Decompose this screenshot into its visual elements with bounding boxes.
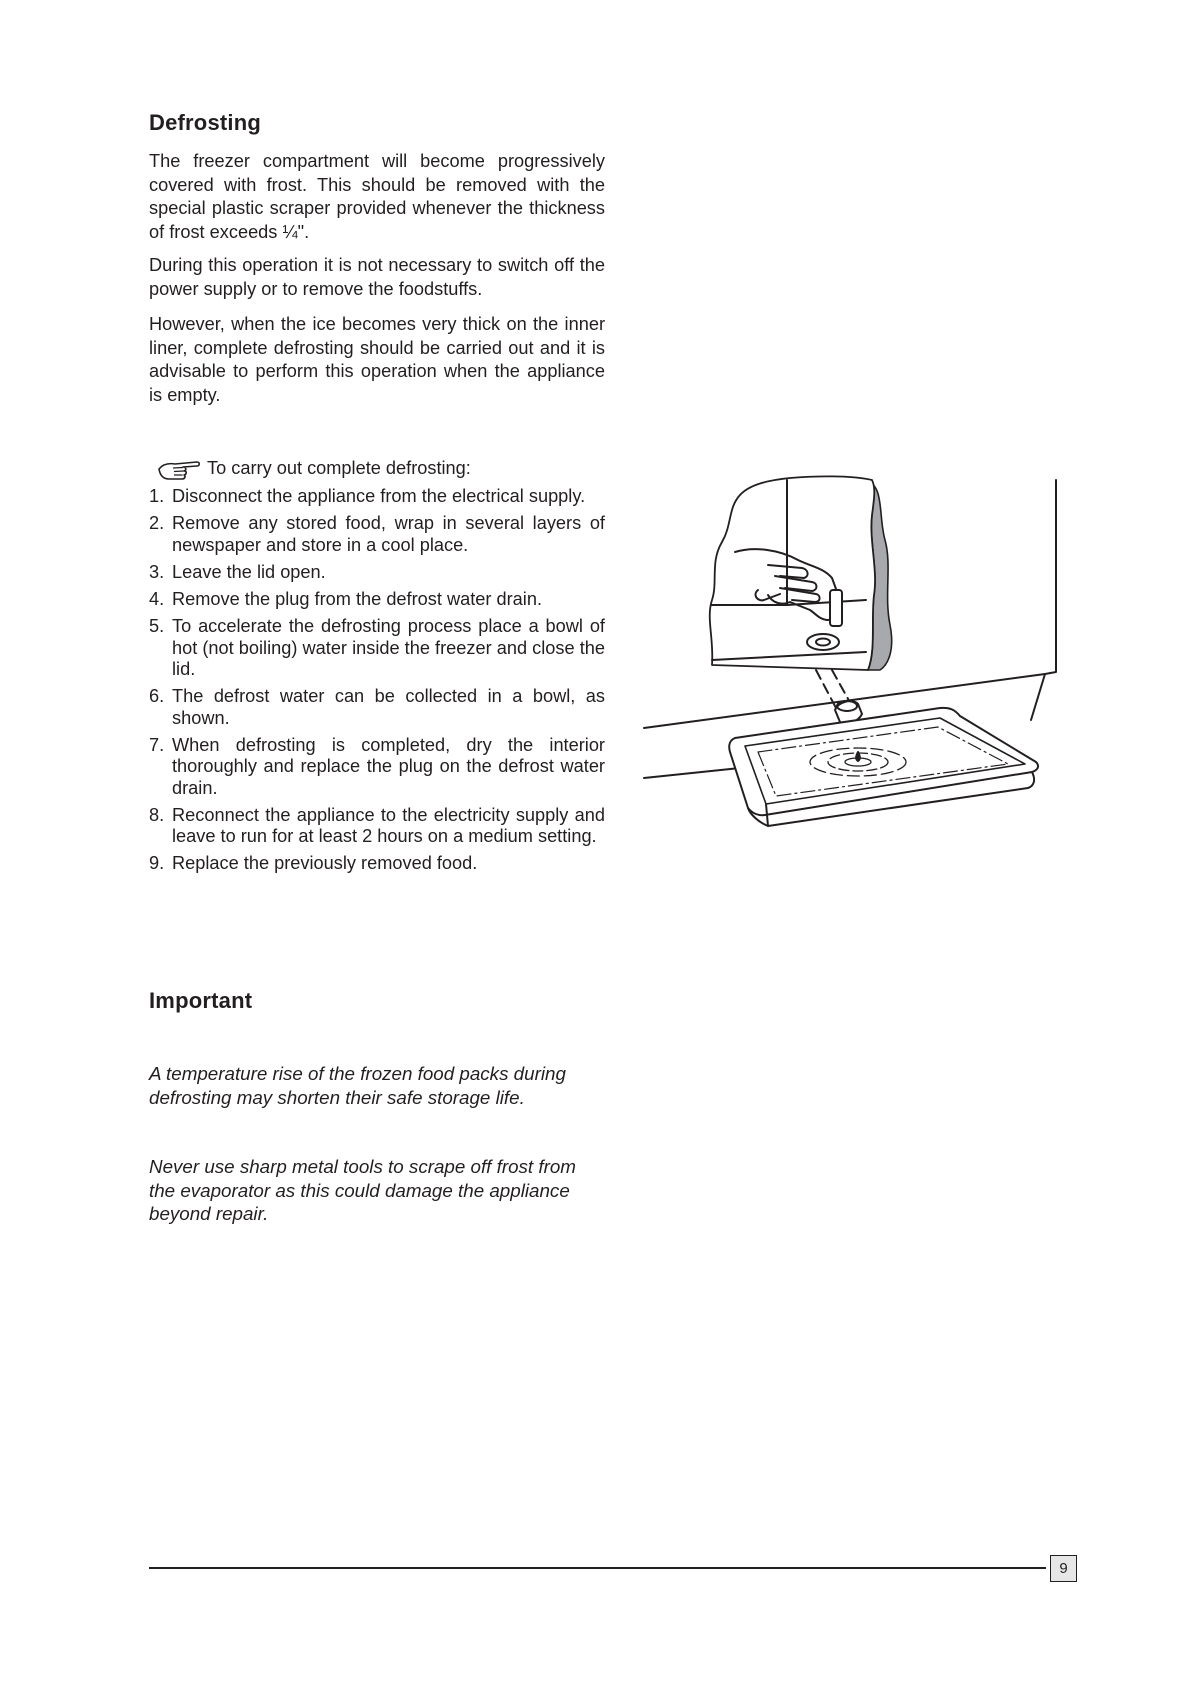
list-item: 3. Leave the lid open.: [149, 561, 326, 582]
list-item: 4. Remove the plug from the defrost water drain.: [149, 589, 542, 610]
procedure-intro: [157, 455, 471, 481]
important-note-1: A temperature rise of the frozen food packs during defrosting may shorten their safe storage life.: [149, 1063, 566, 1108]
defrost-drain-illustration: [640, 470, 1070, 840]
footer-rule: [149, 1567, 1046, 1569]
list-item: 5. To accelerate the defrosting process place a bowl of hot (not boiling) water inside the freezer and close the lid.: [149, 616, 605, 680]
important-heading: Important: [149, 988, 253, 1013]
list-item: 8. Reconnect the appliance to the electricity supply and leave to run for at least 2 hours on a medium setting.: [149, 804, 605, 847]
defrosting-paragraph-1: The freezer compartment will become progressively covered with frost. This should be removed with the special plastic scraper provided whenever the thickness of frost exceeds ¼".: [149, 151, 605, 242]
list-item: 6. The defrost water can be collected in a bowl, as shown.: [149, 686, 605, 728]
list-item: 9. Replace the previously removed food.: [149, 853, 478, 874]
defrosting-paragraph-2: During this operation it is not necessary to switch off the power supply or to remove the foodstuffs.: [149, 255, 605, 299]
list-item: 1. Disconnect the appliance from the electrical supply.: [149, 486, 586, 506]
important-note-2: Never use sharp metal tools to scrape off frost from the evaporator as this could damage the appliance beyond repair.: [149, 1156, 576, 1224]
pointing-hand-icon: [157, 455, 201, 481]
list-item: 7. When defrosting is completed, dry the interior thoroughly and replace the plug on the defrost water drain.: [149, 734, 605, 798]
defrosting-paragraph-3: However, when the ice becomes very thick on the inner liner, complete defrosting should be carried out and it is advisable to perform this operation when the appliance is empty.: [149, 314, 605, 405]
defrosting-heading: Defrosting: [149, 110, 261, 135]
defrosting-steps-list: [149, 486, 605, 875]
list-item: 2. Remove any stored food, wrap in several layers of newspaper and store in a cool place.: [149, 513, 605, 555]
page-number: 9: [1050, 1555, 1077, 1582]
procedure-intro-text: To carry out complete defrosting:: [207, 457, 471, 478]
